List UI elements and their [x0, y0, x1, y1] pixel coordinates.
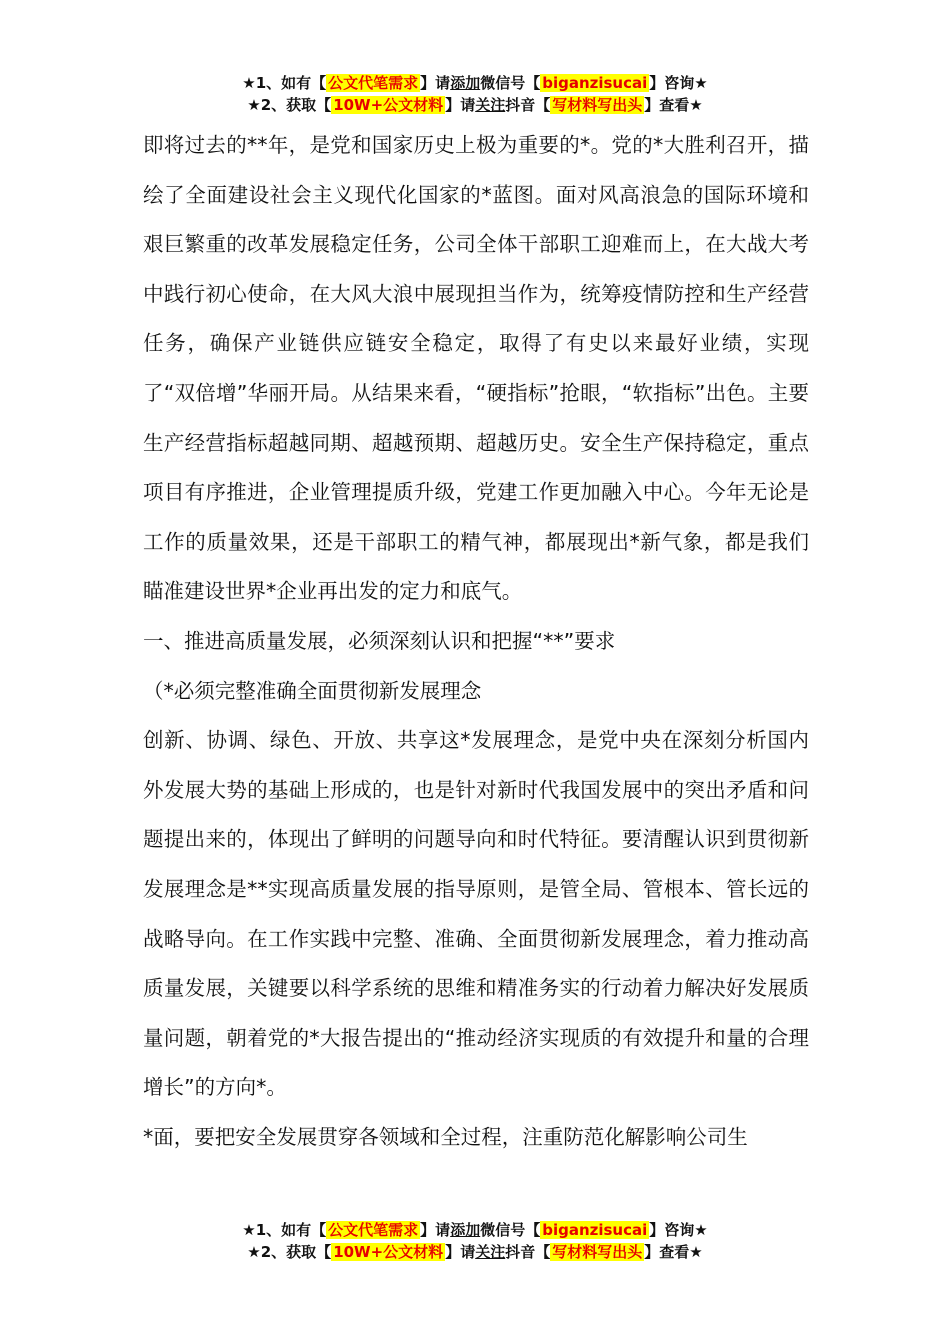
banner-douyin-id: 写材料写出头 — [552, 1243, 643, 1261]
paragraph-intro: 即将过去的**年，是党和国家历史上极为重要的*。党的*大胜利召开，描绘了全面建设社会主义现代化国家的*蓝图。面对风高浪急的国际环境和艰巨繁重的改革发展稳定任务，公司全体干部职工迎难而上，在大战大考中践行初心使命，在大风大浪中展现担当作为，统筹疫情防控和生产经营任务，确保产业链供应链安全稳定，取得了有史以来最好业绩，实现了“双倍增”华丽开局。从结果来看，“硬指标”抢眼，“软指标”出色。主要生产经营指标超越同期、超越预期、超越历史。安全生产保持稳定，重点项目有序推进，企业管理提质升级，党建工作更加融入中心。今年无论是工作的质量效果，还是干部职工的精气神，都展现出*新气象，都是我们瞄准建设世界*企业再出发的定力和底气。 — [143, 133, 809, 604]
banner-emphasis: 添加 — [450, 74, 481, 92]
banner-text: ★1、如有【 — [242, 74, 327, 92]
banner-text: 抖音【 — [505, 96, 551, 114]
banner-text: ★2、获取【 — [247, 1243, 332, 1261]
banner-text: 】查看★ — [644, 1243, 703, 1261]
paragraph-safety: *面，要把安全发展贯穿各领域和全过程，注重防范化解影响公司生 — [143, 1124, 748, 1149]
section-heading: 一、推进高质量发展，必须深刻认识和把握“**”要求 — [143, 628, 616, 653]
banner-highlight: 公文代笔需求 — [328, 74, 419, 92]
banner-emphasis: 关注 — [475, 1243, 506, 1261]
banner-emphasis: 关注 — [475, 96, 506, 114]
banner-text: 】查看★ — [644, 96, 703, 114]
banner-highlight: 10W+公文材料 — [333, 1243, 444, 1261]
banner-douyin-id: 写材料写出头 — [552, 96, 643, 114]
banner-line-1 — [0, 1219, 950, 1241]
banner-text: 】请 — [420, 1221, 451, 1239]
subsection-heading: （*必须完整准确全面贯彻新发展理念 — [143, 678, 482, 703]
document-body — [143, 121, 809, 1162]
banner-text: ★2、获取【 — [247, 96, 332, 114]
banner-text: 抖音【 — [505, 1243, 551, 1261]
banner-text: 】请 — [420, 74, 451, 92]
banner-wechat-id: biganzisucai — [542, 74, 648, 92]
banner-wechat-id: biganzisucai — [542, 1221, 648, 1239]
banner-text: 微信号【 — [480, 1221, 541, 1239]
banner-text: 】请 — [445, 1243, 476, 1261]
banner-line-1 — [0, 72, 950, 94]
banner-text: ★1、如有【 — [242, 1221, 327, 1239]
paragraph-development-concept: 创新、协调、绿色、开放、共享这*发展理念，是党中央在深刻分析国内外发展大势的基础上形成的，也是针对新时代我国发展中的突出矛盾和问题提出来的，体现出了鲜明的问题导向和时代特征。要清醒认识到贯彻新发展理念是**实现高质量发展的指导原则，是管全局、管根本、管长远的战略导向。在工作实践中完整、准确、全面贯彻新发展理念，着力推动高质量发展，关键要以科学系统的思维和精准务实的行动着力解决好发展质量问题，朝着党的*大报告提出的“推动经济实现质的有效提升和量的合理增长”的方向*。 — [143, 728, 809, 1100]
banner-line-2 — [0, 1241, 950, 1263]
banner-text: 】请 — [445, 96, 476, 114]
banner-highlight: 10W+公文材料 — [333, 96, 444, 114]
banner-text: 】咨询★ — [649, 1221, 708, 1239]
banner-line-2 — [0, 94, 950, 116]
banner-highlight: 公文代笔需求 — [328, 1221, 419, 1239]
banner-text: 微信号【 — [480, 74, 541, 92]
top-banner — [0, 72, 950, 116]
banner-text: 】咨询★ — [649, 74, 708, 92]
banner-emphasis: 添加 — [450, 1221, 481, 1239]
bottom-banner — [0, 1219, 950, 1263]
